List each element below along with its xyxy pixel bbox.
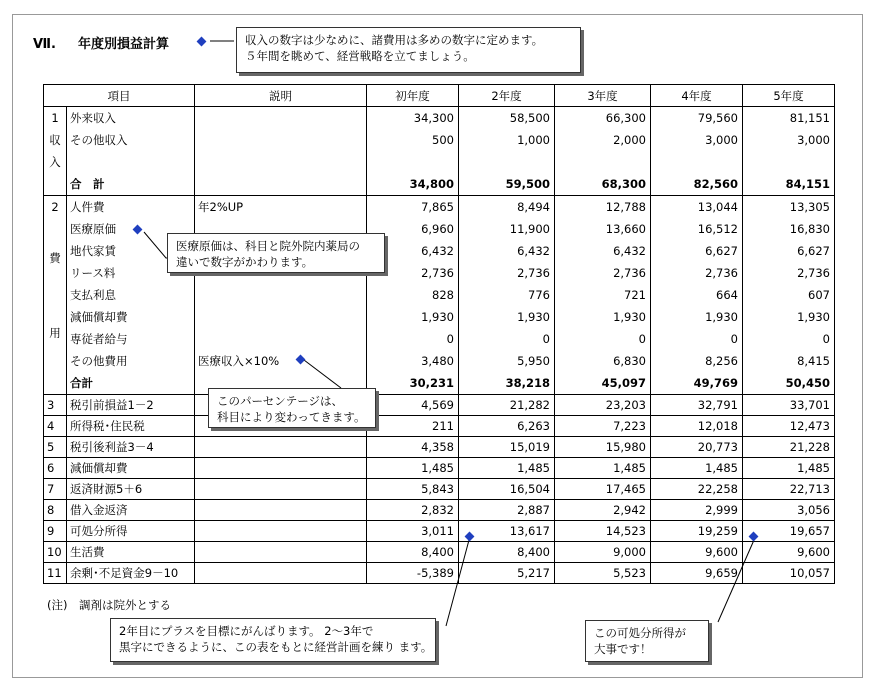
value: 30,231 [409,376,454,390]
callout-line: 黒字にできるように、この表をもとに経営計画を練り ます。 [119,640,433,654]
callout-line: この可処分所得が [594,626,686,640]
value: 59,500 [505,177,550,191]
row-number: 10 [44,542,67,563]
value: 5,950 [517,354,550,368]
value: 12,473 [743,416,835,437]
value: 17,465 [555,479,651,500]
item-label: 減価償却費 [70,310,128,324]
value: 79,560 [697,111,738,125]
value: 8,400 [459,542,555,563]
row-label: 減価償却費 [67,458,195,479]
side-label: 用 [49,326,61,340]
value: 5,523 [555,563,651,584]
value: 9,000 [555,542,651,563]
value: 2,000 [613,133,646,147]
row-label: 可処分所得 [67,521,195,542]
value: 6,830 [613,354,646,368]
value: 9,659 [651,563,743,584]
value: 500 [432,133,454,147]
value: 15,980 [555,437,651,458]
value: 38,218 [505,376,550,390]
value: 1,485 [459,458,555,479]
value: 1,485 [743,458,835,479]
value: 3,000 [705,133,738,147]
value: 12,018 [651,416,743,437]
value: 8,415 [797,354,830,368]
value: 5,217 [459,563,555,584]
row-label: 税引前損益1－2 [67,395,195,416]
value: 1,485 [651,458,743,479]
row-label: 返済財源5＋6 [67,479,195,500]
header-year3: 3年度 [555,85,651,107]
value: 16,512 [697,222,738,236]
value: 13,617 [459,521,555,542]
callout-line: ５年間を眺めて、経営戦略を立てましょう。 [245,49,475,63]
value: 1,485 [367,458,459,479]
value: 8,400 [367,542,459,563]
callout-bottom-right [585,620,709,662]
value: 1,930 [705,310,738,324]
value: 8,256 [705,354,738,368]
header-year1: 初年度 [367,85,459,107]
value: 3,011 [367,521,459,542]
row-number: 6 [44,458,67,479]
value: 0 [822,332,830,346]
value: 664 [716,288,738,302]
value: 9,600 [651,542,743,563]
item-label: 地代家賃 [70,244,116,258]
callout-line: 科目により変わってきます。 [217,410,366,424]
value: 19,657 [743,521,835,542]
value: 211 [367,416,459,437]
value: 2,942 [555,500,651,521]
value: 6,627 [705,244,738,258]
value: 7,223 [555,416,651,437]
value: 22,713 [743,479,835,500]
callout-line: 医療原価は、科目と院外院内薬局の [176,239,360,253]
value: 2,736 [705,266,738,280]
side-label: 収 [49,133,61,147]
value: 84,151 [785,177,830,191]
value: 13,044 [697,200,738,214]
value: 3,056 [743,500,835,521]
callout-line: 違いで数字がかわります。 [176,255,314,269]
header-year4: 4年度 [651,85,743,107]
section-title: 年度別損益計算 [77,37,169,52]
value: 1,930 [797,310,830,324]
item-label: リース料 [70,266,116,280]
value: 721 [624,288,646,302]
row-label: 生活費 [67,542,195,563]
item-label: 医療原価 [70,222,116,236]
row-number: 4 [44,416,67,437]
value: 21,228 [743,437,835,458]
row-label: 所得税･住民税 [67,416,195,437]
value: 19,259 [651,521,743,542]
description-text: 医療収入×10% [198,354,280,368]
row-label: 税引後利益3－4 [67,437,195,458]
value: 2,736 [421,266,454,280]
row-number: 2 [51,200,59,214]
value: 8,494 [517,200,550,214]
footnote: (注) 調剤は院外とする [47,598,171,612]
value: 1,930 [517,310,550,324]
value: 0 [446,332,454,346]
value: 12,788 [605,200,646,214]
item-label: 専従者給与 [70,332,128,346]
value: 15,019 [459,437,555,458]
side-label: 費 [49,251,61,265]
value: 13,305 [789,200,830,214]
value: 34,300 [413,111,454,125]
value: 11,900 [509,222,550,236]
value: 0 [542,332,550,346]
item-label: 支払利息 [70,288,116,302]
item-label: その他費用 [70,354,128,368]
callout-top [236,27,581,73]
value: 1,930 [421,310,454,324]
row-number: 8 [44,500,67,521]
value: 9,600 [743,542,835,563]
header-description: 説明 [195,85,367,107]
row-label: 余剰･不足資金9－10 [67,563,195,584]
callout-line: 大事です！ [594,642,652,656]
value: 6,432 [613,244,646,258]
value: 13,660 [605,222,646,236]
row-label: 借入金返済 [67,500,195,521]
value: 2,832 [367,500,459,521]
value: 68,300 [601,177,646,191]
value: 0 [730,332,738,346]
value: 4,569 [367,395,459,416]
description-text: 年2%UP [198,200,244,214]
value: 2,736 [797,266,830,280]
value: 82,560 [693,177,738,191]
value: 2,999 [651,500,743,521]
row-number: 11 [44,563,67,584]
value: 20,773 [651,437,743,458]
value: 0 [638,332,646,346]
value: 32,791 [651,395,743,416]
item-label: 人件費 [70,200,105,214]
header-item: 項目 [44,85,195,107]
row-number: 5 [44,437,67,458]
header-year2: 2年度 [459,85,555,107]
value: 34,800 [409,177,454,191]
value: 22,258 [651,479,743,500]
value: 4,358 [367,437,459,458]
side-label: 入 [49,155,61,169]
row-number: 3 [44,395,67,416]
value: 66,300 [605,111,646,125]
section-number: Ⅶ. [33,37,56,52]
value: 16,504 [459,479,555,500]
item-label: その他収入 [70,133,128,147]
header-year5: 5年度 [743,85,835,107]
row-number: 7 [44,479,67,500]
value: 6,263 [459,416,555,437]
value: 21,282 [459,395,555,416]
value: 1,000 [517,133,550,147]
value: 50,450 [785,376,830,390]
value: 7,865 [421,200,454,214]
callout-medical-cost [167,233,385,273]
value: -5,389 [367,563,459,584]
callout-line: 2年目にプラスを目標にがんばります。 2～3年で [119,624,374,638]
value: 828 [432,288,454,302]
value: 33,701 [743,395,835,416]
item-label: 合計 [70,376,93,390]
value: 3,480 [421,354,454,368]
callout-line: このパーセンテージは、 [217,394,344,408]
value: 23,203 [555,395,651,416]
value: 58,500 [509,111,550,125]
value: 16,830 [789,222,830,236]
value: 6,432 [421,244,454,258]
value: 1,930 [613,310,646,324]
value: 10,057 [743,563,835,584]
value: 607 [808,288,830,302]
value: 5,843 [367,479,459,500]
value: 3,000 [797,133,830,147]
value: 45,097 [601,376,646,390]
callout-percentage [208,388,376,428]
callout-line: 収入の数字は少なめに、諸費用は多めの数字に定めます。 [245,33,544,47]
item-label: 外来収入 [70,111,116,125]
value: 6,627 [797,244,830,258]
value: 81,151 [789,111,830,125]
value: 2,736 [613,266,646,280]
item-label: 合 計 [70,177,105,191]
row-number: 9 [44,521,67,542]
value: 6,432 [517,244,550,258]
value: 776 [528,288,550,302]
value: 2,887 [459,500,555,521]
value: 1,485 [555,458,651,479]
callout-bottom-left [110,618,436,662]
value: 2,736 [517,266,550,280]
row-number: 1 [51,111,59,125]
value: 6,960 [421,222,454,236]
value: 14,523 [555,521,651,542]
value: 49,769 [693,376,738,390]
